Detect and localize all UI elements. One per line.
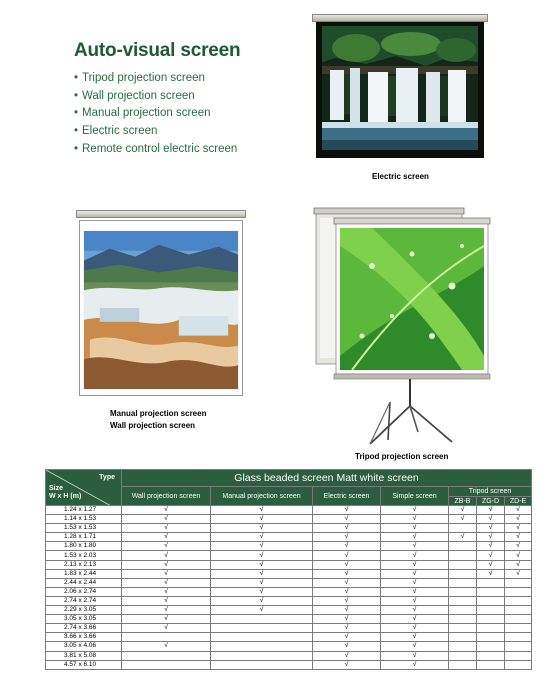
availability-cell: √	[313, 515, 381, 524]
availability-cell: √	[313, 615, 381, 624]
availability-cell: √	[313, 606, 381, 615]
availability-cell: √	[313, 633, 381, 642]
availability-cell: √	[313, 569, 381, 578]
availability-cell: √	[505, 542, 532, 551]
availability-cell: √	[381, 533, 449, 542]
col-header-tripod: Tripod screen	[449, 487, 532, 497]
availability-cell: √	[211, 569, 313, 578]
availability-cell	[449, 624, 477, 633]
availability-cell	[449, 542, 477, 551]
bullet-item	[74, 70, 237, 88]
col-header-zg-d: ZG-D	[477, 497, 505, 506]
availability-cell: √	[211, 506, 313, 515]
page-title: Auto-visual screen	[74, 40, 241, 61]
availability-cell: √	[313, 542, 381, 551]
manual-screen-caption: Manual projection screen	[110, 409, 207, 418]
bullet-item	[74, 123, 237, 141]
availability-cell	[477, 633, 505, 642]
table-row	[46, 515, 532, 524]
availability-cell: √	[381, 596, 449, 605]
availability-cell: √	[313, 660, 381, 669]
availability-cell: √	[381, 578, 449, 587]
electric-screen-caption: Electric screen	[372, 172, 429, 181]
bullet-text: Remote control electric screen	[82, 142, 238, 155]
availability-cell: √	[477, 515, 505, 524]
size-cell: 3.05 x 3.05	[46, 615, 122, 624]
size-cell: 2.13 x 2.13	[46, 560, 122, 569]
availability-cell	[449, 524, 477, 533]
bullet-dot-icon: •	[74, 89, 79, 102]
size-cell: 2.74 x 2.74	[46, 596, 122, 605]
table-row	[46, 596, 532, 605]
size-cell: 1.83 x 2.44	[46, 569, 122, 578]
availability-cell: √	[122, 551, 211, 560]
table-row	[46, 560, 532, 569]
table-row	[46, 651, 532, 660]
hot-springs-image	[79, 220, 243, 396]
availability-cell	[505, 606, 532, 615]
size-cell: 3.05 x 4.06	[46, 642, 122, 651]
availability-cell: √	[505, 533, 532, 542]
size-cell: 1.53 x 2.03	[46, 551, 122, 560]
tripod-screen-caption: Tripod projection screen	[355, 452, 449, 461]
availability-cell: √	[313, 560, 381, 569]
electric-screen-photo	[312, 14, 488, 158]
availability-cell: √	[122, 569, 211, 578]
availability-cell	[211, 651, 313, 660]
availability-cell	[449, 633, 477, 642]
availability-cell	[449, 578, 477, 587]
table-row	[46, 569, 532, 578]
col-header-manual: Manual projection screen	[211, 487, 313, 506]
availability-cell: √	[122, 542, 211, 551]
availability-cell: √	[381, 633, 449, 642]
availability-cell: √	[449, 515, 477, 524]
availability-cell: √	[381, 551, 449, 560]
availability-cell	[449, 596, 477, 605]
availability-cell: √	[477, 560, 505, 569]
availability-cell	[505, 642, 532, 651]
bullet-item	[74, 141, 237, 159]
availability-cell: √	[313, 524, 381, 533]
availability-cell	[505, 660, 532, 669]
availability-cell	[477, 606, 505, 615]
availability-cell	[505, 624, 532, 633]
availability-cell: √	[505, 569, 532, 578]
group-header: Glass beaded screen Matt white screen	[122, 470, 532, 487]
col-header-simple: Simple screen	[381, 487, 449, 506]
availability-cell: √	[313, 578, 381, 587]
table-row	[46, 587, 532, 596]
table-row	[46, 524, 532, 533]
availability-cell: √	[313, 596, 381, 605]
availability-cell: √	[211, 515, 313, 524]
size-cell: 1.80 x 1.80	[46, 542, 122, 551]
availability-cell: √	[211, 578, 313, 587]
availability-cell: √	[477, 524, 505, 533]
size-cell: 1.53 x 1.53	[46, 524, 122, 533]
availability-cell	[449, 615, 477, 624]
availability-cell: √	[381, 515, 449, 524]
availability-cell	[211, 624, 313, 633]
availability-cell	[449, 606, 477, 615]
availability-cell: √	[211, 587, 313, 596]
table-row	[46, 542, 532, 551]
availability-cell: √	[313, 533, 381, 542]
availability-cell	[211, 615, 313, 624]
table-row	[46, 624, 532, 633]
availability-cell: √	[313, 651, 381, 660]
availability-cell: √	[381, 642, 449, 651]
availability-cell: √	[381, 624, 449, 633]
bullet-dot-icon: •	[74, 72, 79, 84]
size-cell: 2.06 x 2.74	[46, 587, 122, 596]
corner-type-label: Type	[99, 474, 115, 481]
size-cell: 2.74 x 3.66	[46, 624, 122, 633]
availability-cell: √	[381, 606, 449, 615]
availability-cell: √	[122, 524, 211, 533]
table-row	[46, 506, 532, 515]
table-body	[46, 506, 532, 670]
availability-cell	[505, 587, 532, 596]
availability-cell: √	[122, 596, 211, 605]
availability-cell	[477, 615, 505, 624]
availability-cell: √	[313, 587, 381, 596]
availability-cell	[505, 578, 532, 587]
bullet-text: Manual projection screen	[82, 107, 211, 120]
bullet-dot-icon: •	[74, 107, 79, 120]
manual-screen-photo	[76, 210, 246, 396]
availability-cell: √	[211, 533, 313, 542]
size-cell: 3.81 x 5.08	[46, 651, 122, 660]
availability-cell: √	[381, 542, 449, 551]
col-header-zb-b: ZB-B	[449, 497, 477, 506]
corner-size-unit: W x H (m)	[49, 493, 82, 500]
table-row	[46, 642, 532, 651]
availability-cell	[477, 660, 505, 669]
availability-cell: √	[211, 606, 313, 615]
bullet-text: Electric screen	[82, 125, 158, 138]
col-header-electric: Electric screen	[313, 487, 381, 506]
waterfall-image	[316, 22, 484, 158]
availability-cell: √	[381, 660, 449, 669]
size-cell: 1.28 x 1.71	[46, 533, 122, 542]
availability-cell	[505, 651, 532, 660]
table-row	[46, 533, 532, 542]
availability-cell: √	[505, 524, 532, 533]
availability-cell: √	[122, 606, 211, 615]
availability-cell	[122, 633, 211, 642]
size-cell: 1.14 x 1.53	[46, 515, 122, 524]
bullet-dot-icon: •	[74, 125, 79, 138]
availability-cell: √	[211, 560, 313, 569]
wall-screen-caption: Wall projection screen	[110, 421, 196, 430]
availability-cell	[449, 642, 477, 651]
col-header-wall: Wall projection screen	[122, 487, 211, 506]
screen-housing-bar	[312, 14, 488, 22]
bullet-item	[74, 88, 237, 106]
availability-cell: √	[122, 578, 211, 587]
availability-cell: √	[211, 551, 313, 560]
availability-cell: √	[122, 506, 211, 515]
bullet-item	[74, 105, 237, 123]
product-bullet-list	[74, 70, 237, 159]
availability-cell: √	[381, 560, 449, 569]
availability-cell: √	[477, 542, 505, 551]
col-header-zd-e: ZD-E	[505, 497, 532, 506]
availability-cell: √	[122, 515, 211, 524]
availability-cell	[449, 587, 477, 596]
availability-cell	[477, 651, 505, 660]
availability-cell	[211, 633, 313, 642]
table-row	[46, 615, 532, 624]
size-cell: 1.24 x 1.27	[46, 506, 122, 515]
table-row	[46, 633, 532, 642]
availability-cell	[122, 651, 211, 660]
availability-cell	[505, 633, 532, 642]
availability-cell	[122, 660, 211, 669]
availability-cell: √	[122, 624, 211, 633]
availability-cell: √	[505, 515, 532, 524]
availability-cell: √	[313, 624, 381, 633]
availability-cell: √	[381, 569, 449, 578]
tripod-screen-photo	[312, 206, 492, 452]
availability-cell: √	[313, 506, 381, 515]
availability-cell	[505, 615, 532, 624]
availability-cell: √	[449, 533, 477, 542]
table-row	[46, 551, 532, 560]
availability-cell: √	[505, 551, 532, 560]
availability-cell: √	[477, 569, 505, 578]
availability-cell: √	[122, 560, 211, 569]
availability-cell	[477, 587, 505, 596]
availability-cell: √	[211, 524, 313, 533]
size-cell: 4.57 x 6.10	[46, 660, 122, 669]
availability-cell: √	[505, 560, 532, 569]
availability-cell: √	[505, 506, 532, 515]
size-cell: 3.66 x 3.66	[46, 633, 122, 642]
table-corner-header	[46, 470, 122, 506]
availability-cell: √	[477, 533, 505, 542]
corner-size-line: Size	[49, 485, 64, 492]
corner-size-label	[49, 485, 81, 501]
availability-cell: √	[449, 506, 477, 515]
availability-cell	[449, 569, 477, 578]
availability-cell: √	[381, 587, 449, 596]
availability-cell: √	[313, 642, 381, 651]
table-row	[46, 606, 532, 615]
screen-size-table	[45, 469, 532, 670]
availability-cell: √	[381, 651, 449, 660]
size-cell: 2.29 x 3.05	[46, 606, 122, 615]
availability-cell	[449, 560, 477, 569]
availability-cell: √	[122, 533, 211, 542]
bullet-dot-icon: •	[74, 142, 79, 155]
availability-cell: √	[477, 506, 505, 515]
availability-cell	[477, 596, 505, 605]
table-row	[46, 578, 532, 587]
availability-cell: √	[122, 587, 211, 596]
availability-cell	[477, 642, 505, 651]
availability-cell	[505, 596, 532, 605]
availability-cell: √	[211, 596, 313, 605]
availability-cell: √	[211, 542, 313, 551]
availability-cell	[449, 660, 477, 669]
availability-cell: √	[122, 615, 211, 624]
availability-cell: √	[381, 506, 449, 515]
availability-cell	[477, 578, 505, 587]
availability-cell	[477, 624, 505, 633]
availability-cell: √	[381, 524, 449, 533]
table-row	[46, 660, 532, 669]
availability-cell: √	[381, 615, 449, 624]
availability-cell	[449, 651, 477, 660]
availability-cell	[449, 551, 477, 560]
availability-cell: √	[122, 642, 211, 651]
availability-cell	[211, 660, 313, 669]
bullet-text: Wall projection screen	[82, 89, 195, 102]
screen-housing-bar	[76, 210, 246, 218]
availability-cell: √	[313, 551, 381, 560]
bullet-text: Tripod projection screen	[82, 72, 205, 84]
availability-cell: √	[477, 551, 505, 560]
size-cell: 2.44 x 2.44	[46, 578, 122, 587]
availability-cell	[211, 642, 313, 651]
